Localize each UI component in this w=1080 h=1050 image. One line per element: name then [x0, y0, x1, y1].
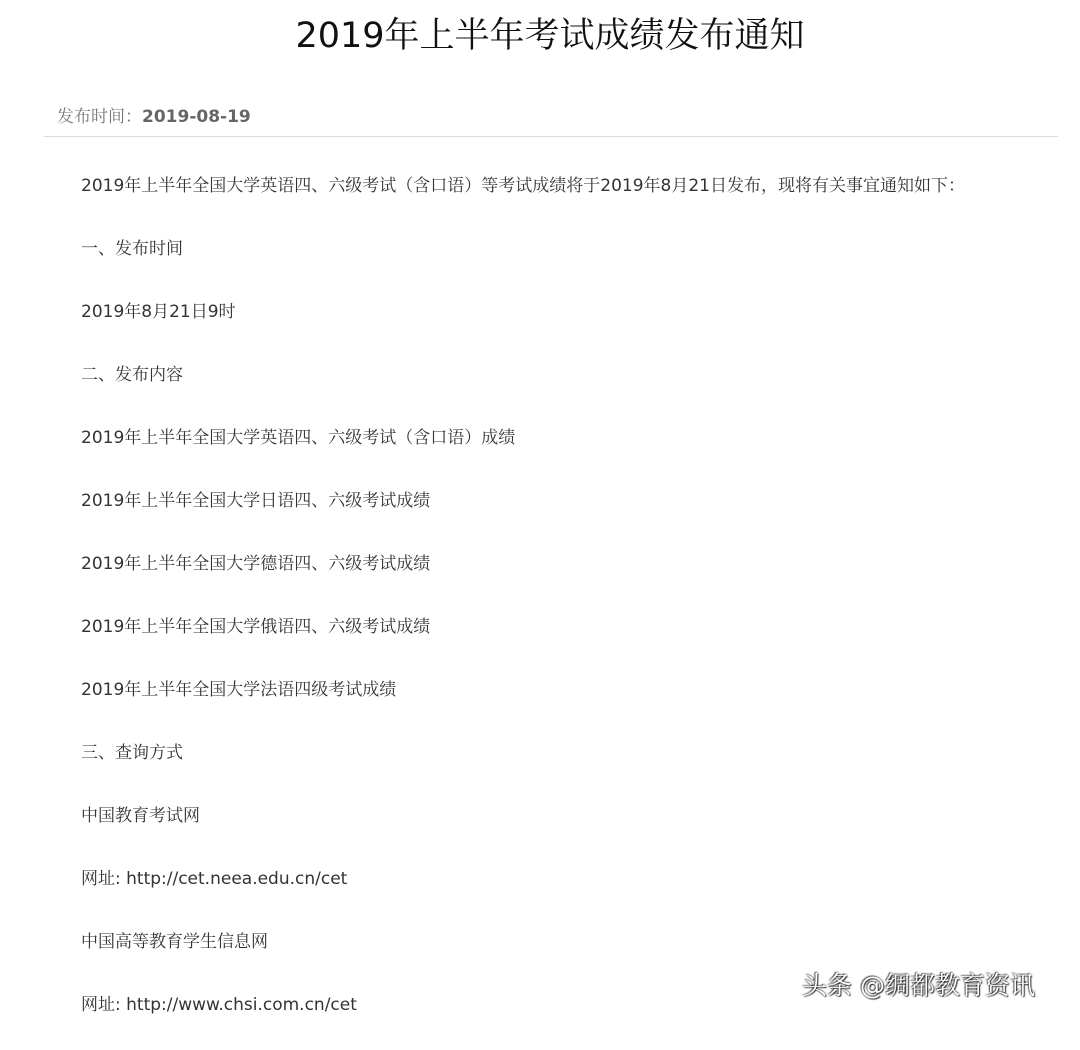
- publish-time-label: 发布时间：: [57, 107, 142, 127]
- divider: [44, 136, 1058, 137]
- article-body: [81, 168, 1041, 1050]
- content-item-french: 2019年上半年全国大学法语四级考试成绩: [81, 680, 397, 700]
- intro-paragraph: 2019年上半年全国大学英语四、六级考试（含口语）等考试成绩将于2019年8月21日发布，现将有关事宜通知如下：: [81, 176, 965, 196]
- site-name-chsi: 中国高等教育学生信息网: [81, 932, 268, 952]
- section-heading-release-time: 一、发布时间: [81, 239, 183, 259]
- site-url-chsi: 网址: http://www.chsi.com.cn/cet: [81, 995, 357, 1015]
- section-heading-release-content: 二、发布内容: [81, 365, 183, 385]
- page-title: 2019年上半年考试成绩发布通知: [295, 16, 805, 56]
- release-time-value: 2019年8月21日9时: [81, 302, 236, 322]
- publish-meta: [57, 104, 251, 130]
- content-item-russian: 2019年上半年全国大学俄语四、六级考试成绩: [81, 617, 431, 637]
- publish-date: 2019-08-19: [142, 107, 251, 127]
- content-item-english: 2019年上半年全国大学英语四、六级考试（含口语）成绩: [81, 428, 516, 448]
- content-item-japanese: 2019年上半年全国大学日语四、六级考试成绩: [81, 491, 431, 511]
- section-heading-query-method: 三、查询方式: [81, 743, 183, 763]
- site-name-neea: 中国教育考试网: [81, 806, 200, 826]
- content-item-german: 2019年上半年全国大学德语四、六级考试成绩: [81, 554, 431, 574]
- watermark: 头条 @绸都教育资讯: [802, 971, 1035, 1000]
- site-url-neea: 网址: http://cet.neea.edu.cn/cet: [81, 869, 348, 889]
